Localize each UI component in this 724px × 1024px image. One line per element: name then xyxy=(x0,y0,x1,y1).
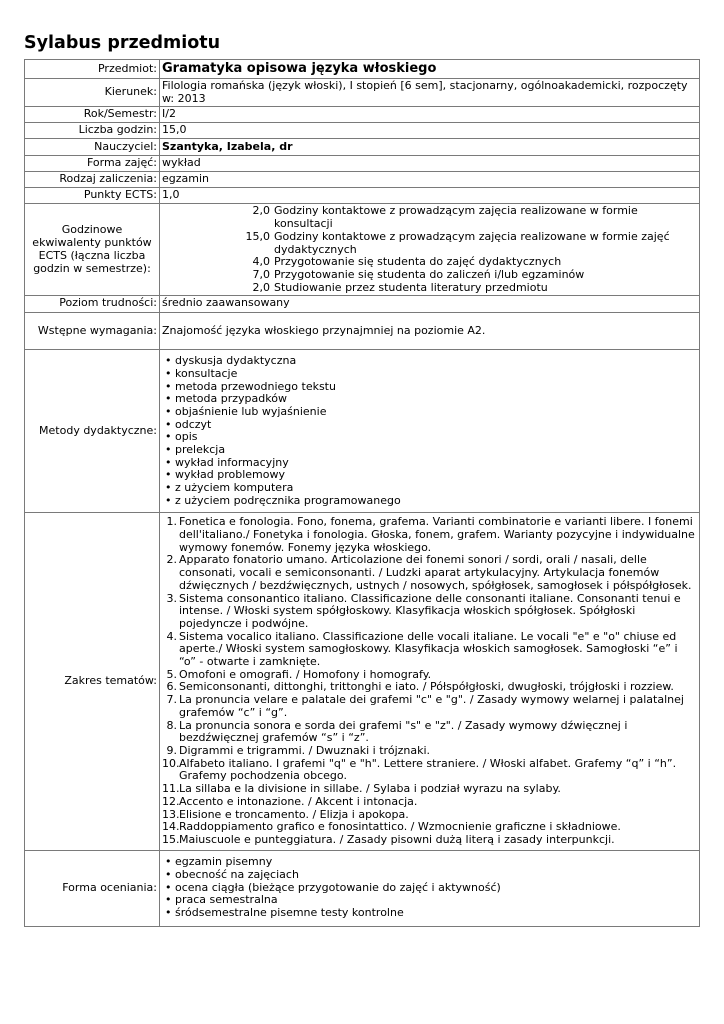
zakres-item: 3. Sistema consonantico italiano. Classificazione delle consonanti italiane. Consonanti tenui e intense. / Włoski system spółgłoskowy. Klasyfikacja włoskich spółgłosek. Spółgłoski pojedyncze i podwójne. xyxy=(166,591,681,630)
zakres-item: 4. Sistema vocalico italiano. Classificazione delle vocali italiane. Le vocali "e" e "o" chiuse ed aperte./ Włoski system samogłoskowy. Klasyfikacja włoskich samogłosek. Samogłoski “e” i “o” - otwarte i zamknięte. xyxy=(166,629,678,669)
zakres-item: 13. Elisione e troncamento. / Elizja i apokopa. xyxy=(162,807,409,821)
zakres-item-text: Sistema consonantico italiano. Classificazione delle consonanti italiane. Consonanti tenui e intense. / Włoski system spółgłoskowy. Klasyfikacja włoskich spółgłosek. Spółgłoski pojedyncze i podwójne. xyxy=(179,591,681,630)
row-kierunek xyxy=(25,79,700,107)
ocenianie-item: • ocena ciągła (bieżące przygotowanie do zajęć i aktywność) xyxy=(162,882,697,895)
ekwiwalent-text: Studiowanie przez studenta literatury przedmiotu xyxy=(274,280,548,294)
zakres-item: 10. Alfabeto italiano. I grafemi "q" e "h". Lettere straniere. / Włoski alfabet. Grafemy “q” i “h”. Grafemy pochodzenia obcego. xyxy=(162,756,677,783)
kierunek-value: Filologia romańska (język włoski), I stopień [6 sem], stacjonarny, ogólnoakademicki, rozpoczęty w: 2013 xyxy=(160,79,700,107)
zakres-item: 2. Apparato fonatorio umano. Articolazione dei fonemi sonori / sordi, orali / nasali, delle consonati, vocali e semiconsonanti. / Ludzki aparat artykulacyjny. Artykulacja fonemów dźwięcznych / bezdźwięcznych, ustnych / nosowych, spółgłosek, samogłosek i półspółgłosek. xyxy=(166,553,692,592)
nauczyciel-value: Szantyka, Izabela, dr xyxy=(160,139,700,156)
nauczyciel-label: Nauczyciel: xyxy=(25,139,160,156)
ekwiwalent-hours: 2,0 xyxy=(252,280,270,294)
zakres-list xyxy=(162,516,697,846)
row-wymagania xyxy=(25,313,700,350)
row-ekwiwalenty xyxy=(25,204,700,296)
metody-item: • opis xyxy=(162,431,697,444)
ocenianie-item: • egzamin pisemny xyxy=(162,856,697,869)
rok-label: Rok/Semestr: xyxy=(25,107,160,123)
page-title: Sylabus przedmiotu xyxy=(24,33,221,53)
row-forma-zajec xyxy=(25,156,700,172)
ocenianie-item: • obecność na zajęciach xyxy=(162,869,697,882)
zakres-item-text: Alfabeto italiano. I grafemi "q" e "h". Lettere straniere. / Włoski alfabet. Grafemy “q” i “h”. Grafemy pochodzenia obcego. xyxy=(179,756,677,783)
metody-item: • objaśnienie lub wyjaśnienie xyxy=(162,406,697,419)
godziny-value: 15,0 xyxy=(160,123,700,139)
wymagania-label: Wstępne wymagania: xyxy=(25,313,160,350)
ekwiwalent-hours: 2,0 xyxy=(252,204,270,218)
metody-item: • wykład informacyjny xyxy=(162,457,697,470)
metody-item: • metoda przewodniego tekstu xyxy=(162,381,697,394)
ekwiwalent-text: Godziny kontaktowe z prowadzącym zajęcia realizowane w formie zajęć dydaktycznych xyxy=(274,229,670,256)
zakres-label: Zakres tematów: xyxy=(25,513,160,850)
zakres-item-text: La pronuncia sonora e sorda dei grafemi "s" e "z". / Zasady wymowy dźwięcznej i bezdźwięcznej grafemów “s” i “z”. xyxy=(179,718,628,745)
metody-item: • z użyciem podręcznika programowanego xyxy=(162,495,697,508)
ekwiwalent-hours: 4,0 xyxy=(252,255,270,269)
zakres-item: 5. Omofoni e omografi. / Homofony i homografy. xyxy=(166,667,432,681)
metody-label: Metody dydaktyczne: xyxy=(25,350,160,513)
zakres-item-text: Maiuscuole e punteggiatura. / Zasady pisowni dużą literą i zasady interpunkcji. xyxy=(179,832,615,846)
zaliczenie-label: Rodzaj zaliczenia: xyxy=(25,172,160,188)
row-ocenianie xyxy=(25,850,700,926)
row-zaliczenie xyxy=(25,172,700,188)
ocenianie-item: • śródsemestralne pisemne testy kontrolne xyxy=(162,907,697,920)
row-metody xyxy=(25,350,700,513)
metody-item: • metoda przypadków xyxy=(162,393,697,406)
zakres-item: 1. Fonetica e fonologia. Fono, fonema, grafema. Varianti combinatorie e varianti libere. I fonemi dell'italiano./ Fonetyka i fonologia. Głoska, fonem, grafem. Warianty pozycyjne i indywidualne wymowy fonemów. Fonemy języka włoskiego. xyxy=(166,515,695,554)
ocenianie-item: • praca semestralna xyxy=(162,894,697,907)
row-rok xyxy=(25,107,700,123)
row-ects xyxy=(25,188,700,204)
ekwiwalent-text: Godziny kontaktowe z prowadzącym zajęcia realizowane w formie konsultacji xyxy=(274,204,638,231)
metody-item: • odczyt xyxy=(162,419,697,432)
zakres-item: 8. La pronuncia sonora e sorda dei grafemi "s" e "z". / Zasady wymowy dźwięcznej i bezdźwięcznej grafemów “s” i “z”. xyxy=(166,718,628,745)
ekwiwalent-text: Przygotowanie się studenta do zajęć dydaktycznych xyxy=(274,255,562,269)
row-zakres xyxy=(25,513,700,850)
ects-value: 1,0 xyxy=(160,188,700,204)
przedmiot-label: Przedmiot: xyxy=(25,60,160,79)
zakres-item: 6. Semiconsonanti, dittonghi, trittonghi e iato. / Półspółgłoski, dwugłoski, trójgłoski i rozziew. xyxy=(166,680,674,694)
row-nauczyciel xyxy=(25,139,700,156)
zakres-item: 9. Digrammi e trigrammi. / Dwuznaki i trójznaki. xyxy=(166,743,431,757)
rok-value: I/2 xyxy=(160,107,700,123)
ekwiwalent-text: Przygotowanie się studenta do zaliczeń i/lub egzaminów xyxy=(274,267,585,281)
syllabus-table xyxy=(24,59,700,927)
wymagania-value: Znajomość języka włoskiego przynajmniej na poziomie A2. xyxy=(160,313,700,350)
zakres-item-text: Digrammi e trigrammi. / Dwuznaki i trójznaki. xyxy=(179,743,431,757)
ocenianie-label: Forma oceniania: xyxy=(25,850,160,926)
forma-zajec-label: Forma zajęć: xyxy=(25,156,160,172)
godziny-label: Liczba godzin: xyxy=(25,123,160,139)
row-godziny xyxy=(25,123,700,139)
metody-list xyxy=(162,355,697,507)
metody-item: • z użyciem komputera xyxy=(162,482,697,495)
zakres-item-text: Elisione e troncamento. / Elizja i apokopa. xyxy=(179,807,409,821)
zakres-item: 7. La pronuncia velare e palatale dei grafemi "c" e "g". / Zasady wymowy welarnej i palatalnej grafemów “c” i “g”. xyxy=(166,693,684,719)
forma-zajec-value: wykład xyxy=(160,156,700,172)
ekwiwalent-item xyxy=(162,282,697,295)
zakres-item: 11. La sillaba e la divisione in sillabe. / Sylaba i podział wyrazu na sylaby. xyxy=(162,782,561,796)
ects-label: Punkty ECTS: xyxy=(25,188,160,204)
zakres-item-text: La pronuncia velare e palatale dei grafemi "c" e "g". / Zasady wymowy welarnej i palatalnej grafemów “c” i “g”. xyxy=(179,693,684,719)
ekwiwalent-hours: 15,0 xyxy=(245,229,270,243)
ekwiwalent-item xyxy=(162,231,697,256)
metody-item: • dyskusja dydaktyczna xyxy=(162,355,697,368)
ocenianie-list xyxy=(162,856,697,920)
poziom-value: średnio zaawansowany xyxy=(160,296,700,313)
zakres-item-text: Omofoni e omografi. / Homofony i homografy. xyxy=(179,667,432,681)
zaliczenie-value: egzamin xyxy=(160,172,700,188)
ekwiwalent-hours: 7,0 xyxy=(252,267,270,281)
zakres-item: 12. Accento e intonazione. / Akcent i intonacja. xyxy=(162,794,418,808)
metody-item: • konsultacje xyxy=(162,368,697,381)
zakres-item-text: Sistema vocalico italiano. Classificazione delle vocali italiane. Le vocali "e" e "o" chiuse ed aperte./ Włoski system samogłoskowy. Klasyfikacja włoskich samogłosek. Samogłoski “e” i “o” - otwarte i zamknięte. xyxy=(179,629,678,669)
zakres-item-text: Semiconsonanti, dittonghi, trittonghi e iato. / Półspółgłoski, dwugłoski, trójgłoski i rozziew. xyxy=(179,680,674,694)
zakres-item: 15. Maiuscuole e punteggiatura. / Zasady pisowni dużą literą i zasady interpunkcji. xyxy=(162,832,615,846)
przedmiot-value: Gramatyka opisowa języka włoskiego xyxy=(160,60,700,79)
zakres-item-text: Apparato fonatorio umano. Articolazione dei fonemi sonori / sordi, orali / nasali, delle consonati, vocali e semiconsonanti. / Ludzki aparat artykulacyjny. Artykulacja fonemów dźwięcznych / bezdźwięcznych, ustnych / nosowych, spółgłosek, samogłosek i półspółgłosek. xyxy=(179,553,692,592)
poziom-label: Poziom trudności: xyxy=(25,296,160,313)
ekwiwalenty-list xyxy=(160,204,700,296)
metody-item: • wykład problemowy xyxy=(162,469,697,482)
zakres-item-text: Accento e intonazione. / Akcent i intonacja. xyxy=(179,794,418,808)
zakres-item: 14. Raddoppiamento grafico e fonosintattico. / Wzmocnienie graficzne i składniowe. xyxy=(162,820,621,834)
zakres-item-text: Raddoppiamento grafico e fonosintattico. / Wzmocnienie graficzne i składniowe. xyxy=(179,820,621,834)
ekwiwalenty-label: Godzinowe ekwiwalenty punktów ECTS (łączna liczba godzin w semestrze): xyxy=(25,204,160,296)
zakres-item-text: Fonetica e fonologia. Fono, fonema, grafema. Varianti combinatorie e varianti libere. I fonemi dell'italiano./ Fonetyka i fonologia. Głoska, fonem, grafem. Warianty pozycyjne i indywidualne wymowy fonemów. Fonemy języka włoskiego. xyxy=(179,515,695,554)
row-przedmiot xyxy=(25,60,700,79)
kierunek-label: Kierunek: xyxy=(25,79,160,107)
metody-item: • prelekcja xyxy=(162,444,697,457)
zakres-item-text: La sillaba e la divisione in sillabe. / Sylaba i podział wyrazu na sylaby. xyxy=(179,782,561,796)
ekwiwalent-item xyxy=(162,205,697,230)
row-poziom xyxy=(25,296,700,313)
